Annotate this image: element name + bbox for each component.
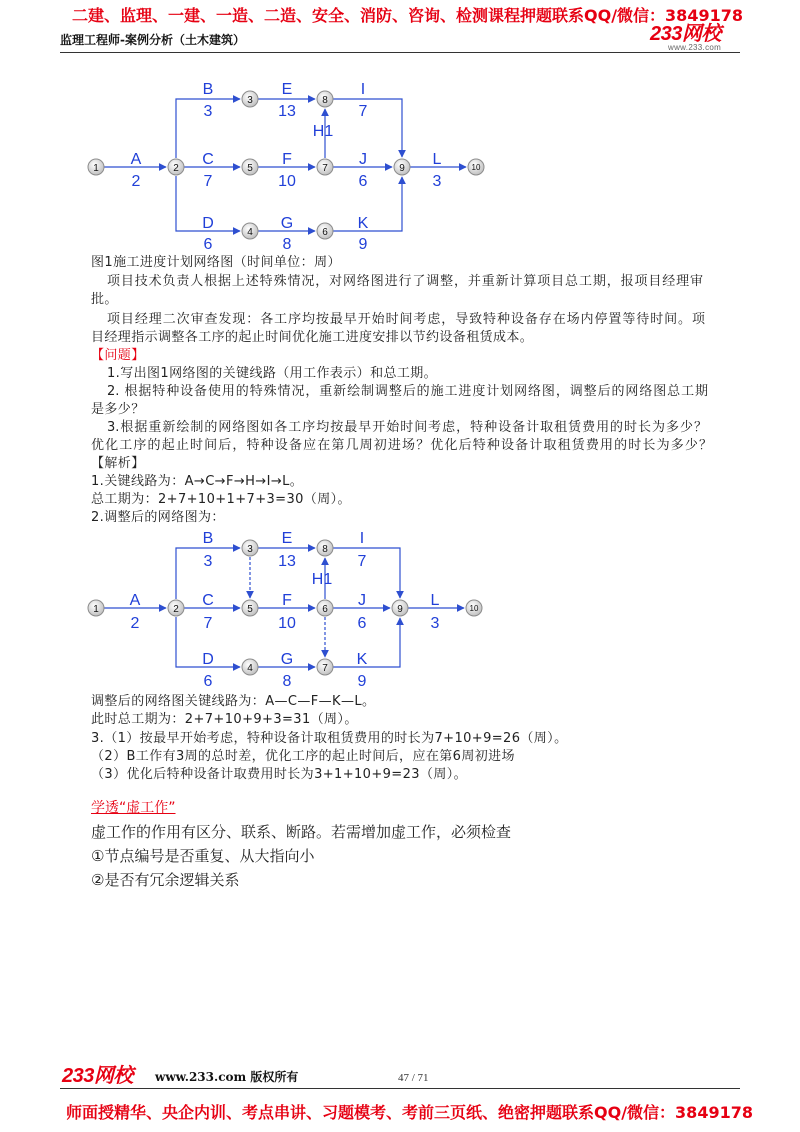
adjusted-activity-g-label: G [280,651,294,668]
adjusted-activity-i-label: I [359,530,365,547]
figure1-caption: 图1施工进度计划网络图（时间单位：周） [91,255,341,270]
adjusted-activity-a-duration: 2 [130,615,140,632]
document-subtitle: 监理工程师-案例分析（土木建筑） [60,33,245,47]
adjusted-activity-b-duration: 3 [203,553,213,570]
footer-logo: 233网校 [62,1065,133,1087]
adjusted-node-9 [392,600,408,616]
activity-i-label: I [360,81,366,98]
question-2-line-1: 2. 根据特种设备使用的特殊情况，重新绘制调整后的施工进度计划网络图，调整后的网络图总工期 [107,384,708,399]
answer-3-part-1: 3.（1）按最早开始考虑，特种设备计取租赁费用的时长为7+10+9=26（周）。 [91,731,568,746]
node-1 [88,159,104,175]
activity-d-duration: 6 [203,236,213,253]
tip-line-3: ②是否有冗余逻辑关系 [91,871,240,889]
adjusted-activity-g-duration: 8 [282,673,292,690]
node-8-number: 8 [322,95,328,106]
adjusted-activity-l-label: L [430,592,440,609]
adjusted-activity-j-duration: 6 [357,615,367,632]
activity-a-duration: 2 [131,173,141,190]
adjusted-node-1-number: 1 [93,604,99,615]
answer-2-total-duration: 此时总工期为：2+7+10+9+3=31（周）。 [91,712,358,727]
adjusted-node-6 [317,600,333,616]
node-5-number: 5 [247,163,253,174]
adjusted-activity-k-label: K [356,651,368,668]
adjusted-activity-c-label: C [202,592,214,609]
activity-f-label: F [282,151,292,168]
activity-l-label: L [432,151,442,168]
activity-c-duration: 7 [203,173,213,190]
footer-copyright: www.233.com 版权所有 [155,1070,299,1084]
adjusted-activity-k-duration: 9 [357,673,367,690]
adjusted-node-3 [242,540,258,556]
answer-2-critical-path: 调整后的网络图关键线路为：A—C—F—K—L。 [91,694,376,709]
activity-i-duration: 7 [358,103,368,120]
header-logo: 233网校 [650,23,721,45]
answer-3-part-3: （3）优化后特种设备计取费用时长为3+1+10+9=23（周）。 [91,767,468,782]
node-7-number: 7 [322,163,328,174]
node-6 [317,223,333,239]
answer-1-total-duration: 总工期为：2+7+10+1+7+3=30（周）。 [91,492,351,507]
adjusted-node-9-number: 9 [397,604,403,615]
node-4-number: 4 [247,227,253,238]
header-divider [60,52,740,53]
page-number: 47 / 71 [398,1072,429,1084]
header-banner: 二建、监理、一建、一造、二造、安全、消防、咨询、检测课程押题联系QQ/微信：3849178 [72,6,743,25]
node-2 [168,159,184,175]
activity-b-label: B [202,81,214,98]
adjusted-node-4 [242,659,258,675]
paragraph-1-line-1: 项目技术负责人根据上述特殊情况，对网络图进行了调整，并重新计算项目总工期，报项目经理审 [107,274,703,289]
adjusted-activity-d-duration: 6 [203,673,213,690]
activity-h1-label: H1 [312,123,334,140]
question-2-line-2: 是多少？ [91,402,145,417]
question-3-line-2: 优化工序的起止时间后，特种设备应在第几周初进场？优化后特种设备计取租赁费用的时长为多少？ [91,438,712,453]
analysis-heading: 【解析】 [91,456,145,471]
adjusted-node-1 [88,600,104,616]
adjusted-node-10 [466,600,482,616]
activity-g-label: G [280,215,294,232]
activity-b-duration: 3 [203,103,213,120]
adjusted-node-2-number: 2 [173,604,179,615]
activity-e-duration: 13 [278,103,296,120]
answer-1-critical-path: 1.关键线路为：A→C→F→H→I→L。 [91,474,304,489]
adjusted-activity-h1-label: H1 [311,571,333,588]
tip-heading: 学透“虚工作” [91,800,176,816]
adjusted-activity-l-duration: 3 [430,615,440,632]
node-2-number: 2 [173,163,179,174]
node-1-number: 1 [93,163,99,174]
paragraph-2-line-1: 项目经理二次审查发现：各工序均按最早开始时间考虑，导致特种设备存在场内停置等待时间。项 [107,312,705,327]
node-7 [317,159,333,175]
tip-line-1: 虚工作的作用有区分、联系、断路。若需增加虚工作，必须检查 [91,823,512,841]
node-6-number: 6 [322,227,328,238]
questions-heading: 【问题】 [91,348,145,363]
adjusted-activity-d-label: D [202,651,214,668]
node-9 [394,159,410,175]
activity-j-label: J [359,151,367,168]
adjusted-node-5 [242,600,258,616]
network-diagram-original [0,70,800,260]
adjusted-node-10-number: 10 [469,604,479,613]
node-3 [242,91,258,107]
adjusted-activity-b-label: B [202,530,214,547]
adjusted-node-6-number: 6 [322,604,328,615]
adjusted-node-8 [317,540,333,556]
question-1: 1.写出图1网络图的关键线路（用工作表示）和总工期。 [107,366,438,381]
activity-k-label: K [357,215,369,232]
node-4 [242,223,258,239]
node-8 [317,91,333,107]
answer-2-intro: 2.调整后的网络图为： [91,510,225,525]
activity-d-label: D [202,215,214,232]
node-10-number: 10 [471,163,481,172]
node-5 [242,159,258,175]
node-9-number: 9 [399,163,405,174]
adjusted-node-5-number: 5 [247,604,253,615]
network-diagram-adjusted [0,525,800,690]
tip-line-2: ①节点编号是否重复、从大指向小 [91,847,315,865]
adjusted-node-2 [168,600,184,616]
header-logo-url: www.233.com [668,43,722,52]
activity-a-label: A [130,151,142,168]
adjusted-node-7-number: 7 [322,663,328,674]
adjusted-node-3-number: 3 [247,544,253,555]
adjusted-activity-c-duration: 7 [203,615,213,632]
adjusted-activity-f-label: F [282,592,292,609]
activity-k-duration: 9 [358,236,368,253]
activity-c-label: C [202,151,214,168]
adjusted-node-4-number: 4 [247,663,253,674]
paragraph-1-line-2: 批。 [91,292,118,307]
adjusted-activity-f-duration: 10 [278,615,296,632]
activity-g-duration: 8 [282,236,292,253]
activity-f-duration: 10 [278,173,296,190]
arrow-8-9 [333,99,402,157]
adjusted-node-8-number: 8 [322,544,328,555]
adjusted-activity-j-label: J [358,592,366,609]
adjusted-node-7 [317,659,333,675]
paragraph-2-line-2: 目经理指示调整各工序的起止时间优化施工进度安排以节约设备租赁成本。 [91,330,534,345]
activity-j-duration: 6 [358,173,368,190]
activity-e-label: E [281,81,293,98]
footer-divider [60,1088,740,1089]
activity-l-duration: 3 [432,173,442,190]
adjusted-activity-e-label: E [281,530,293,547]
adjusted-arrow-8-9 [333,548,400,598]
node-3-number: 3 [247,95,253,106]
question-3-line-1: 3.根据重新绘制的网络图如各工序均按最早开始时间考虑，特种设备计取租赁费用的时长为多少？ [107,420,707,435]
adjusted-activity-i-duration: 7 [357,553,367,570]
node-10 [468,159,484,175]
adjusted-activity-e-duration: 13 [278,553,296,570]
footer-banner: 师面授精华、央企内训、考点串讲、习题模考、考前三页纸、绝密押题联系QQ/微信：3849178 [66,1103,753,1122]
answer-3-part-2: （2）B工作有3周的总时差，优化工序的起止时间后，应在第6周初进场 [91,749,515,764]
adjusted-activity-a-label: A [129,592,141,609]
